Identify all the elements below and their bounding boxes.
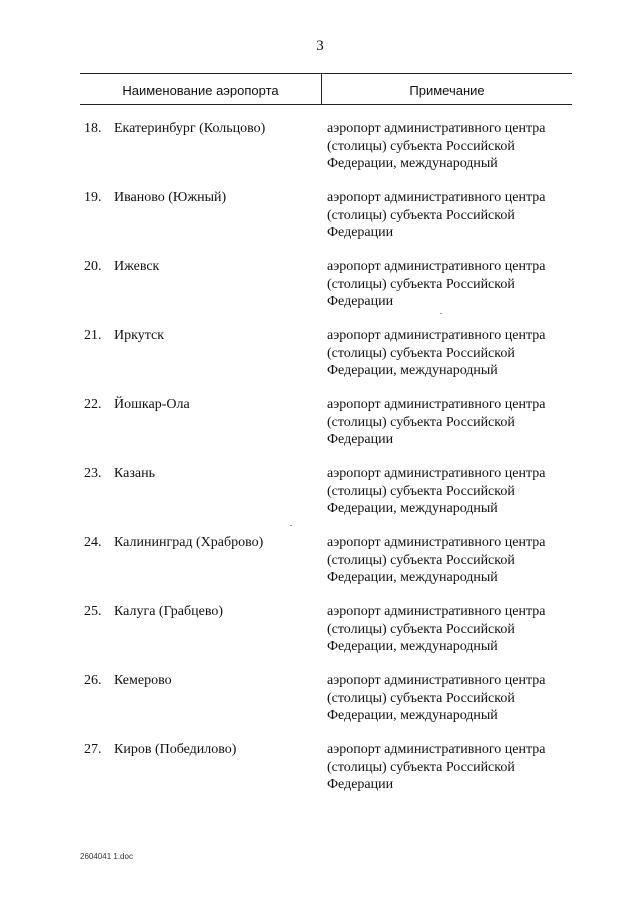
- airport-note: [327, 672, 577, 725]
- airport-name: Иркутск: [114, 328, 165, 343]
- note-line: Федерации: [327, 432, 394, 447]
- note-line: (столицы) субъекта Российской: [327, 621, 515, 637]
- note-line: аэропорт административного центра: [327, 397, 546, 412]
- note-line: Федерации: [327, 777, 394, 792]
- table-row: [0, 465, 640, 534]
- table-row: [0, 258, 640, 327]
- page-number: 3: [316, 38, 324, 54]
- note-line: аэропорт административного центра: [327, 328, 546, 343]
- airport-note: [327, 327, 577, 380]
- note-line: (столицы) субъекта Российской: [327, 276, 515, 292]
- note-line: аэропорт административного центра: [327, 742, 546, 757]
- note-line: Федерации, международный: [327, 708, 498, 723]
- airport-note: [327, 534, 577, 587]
- note-line: (столицы) субъекта Российской: [327, 414, 515, 430]
- airport-name: Йошкар-Ола: [114, 397, 190, 412]
- airport-name: Екатеринбург (Кольцово): [114, 121, 266, 136]
- airport-note: [327, 189, 577, 242]
- airport-list: [0, 120, 640, 810]
- note-line: (столицы) субъекта Российской: [327, 759, 515, 775]
- note-line: Федерации, международный: [327, 570, 498, 585]
- airport-note: [327, 258, 577, 311]
- column-header-airport-name: Наименование аэропорта: [80, 74, 322, 104]
- table-row: [0, 603, 640, 672]
- airport-note: [327, 396, 577, 449]
- row-number: 21.: [84, 328, 102, 343]
- note-line: Федерации: [327, 294, 394, 309]
- scan-speck: [290, 525, 292, 526]
- note-line: аэропорт административного центра: [327, 604, 546, 619]
- row-number: 23.: [84, 466, 102, 481]
- table-row: [0, 672, 640, 741]
- note-line: (столицы) субъекта Российской: [327, 207, 515, 223]
- document-filename: 2604041 1.doc: [80, 852, 133, 861]
- note-line: аэропорт административного центра: [327, 190, 546, 205]
- row-number: 24.: [84, 535, 102, 550]
- note-line: Федерации, международный: [327, 501, 498, 516]
- airport-note: [327, 120, 577, 173]
- table-row: [0, 120, 640, 189]
- row-number: 19.: [84, 190, 102, 205]
- note-line: (столицы) субъекта Российской: [327, 138, 515, 154]
- column-header-note: Примечание: [409, 83, 485, 98]
- table-row: [0, 189, 640, 258]
- table-row: [0, 327, 640, 396]
- row-number: 22.: [84, 397, 102, 412]
- note-line: Федерации: [327, 225, 394, 240]
- note-line: аэропорт административного центра: [327, 466, 546, 481]
- note-line: (столицы) субъекта Российской: [327, 483, 515, 499]
- note-line: аэропорт административного центра: [327, 673, 546, 688]
- table-row: [0, 534, 640, 603]
- row-number: 18.: [84, 121, 102, 136]
- row-number: 20.: [84, 259, 102, 274]
- table-row: [0, 396, 640, 465]
- airport-note: [327, 465, 577, 518]
- airport-name: Кемерово: [114, 673, 172, 688]
- note-line: аэропорт административного центра: [327, 535, 546, 550]
- note-line: Федерации, международный: [327, 639, 498, 654]
- airport-note: [327, 741, 577, 794]
- note-line: аэропорт административного центра: [327, 259, 546, 274]
- note-line: (столицы) субъекта Российской: [327, 690, 515, 706]
- row-number: 25.: [84, 604, 102, 619]
- airport-name: Калуга (Грабцево): [114, 604, 224, 619]
- note-line: аэропорт административного центра: [327, 121, 546, 136]
- airport-name: Калининград (Храброво): [114, 535, 264, 550]
- note-line: (столицы) субъекта Российской: [327, 552, 515, 568]
- row-number: 26.: [84, 673, 102, 688]
- airport-name: Ижевск: [114, 259, 160, 274]
- note-line: Федерации, международный: [327, 156, 498, 171]
- scan-speck: [440, 313, 442, 314]
- airport-name: Киров (Победилово): [114, 742, 237, 757]
- note-line: (столицы) субъекта Российской: [327, 345, 515, 361]
- note-line: Федерации, международный: [327, 363, 498, 378]
- table-header: [80, 73, 572, 105]
- airport-name: Казань: [114, 466, 155, 481]
- table-row: [0, 741, 640, 810]
- airport-note: [327, 603, 577, 656]
- airport-name: Иваново (Южный): [114, 190, 227, 205]
- row-number: 27.: [84, 742, 102, 757]
